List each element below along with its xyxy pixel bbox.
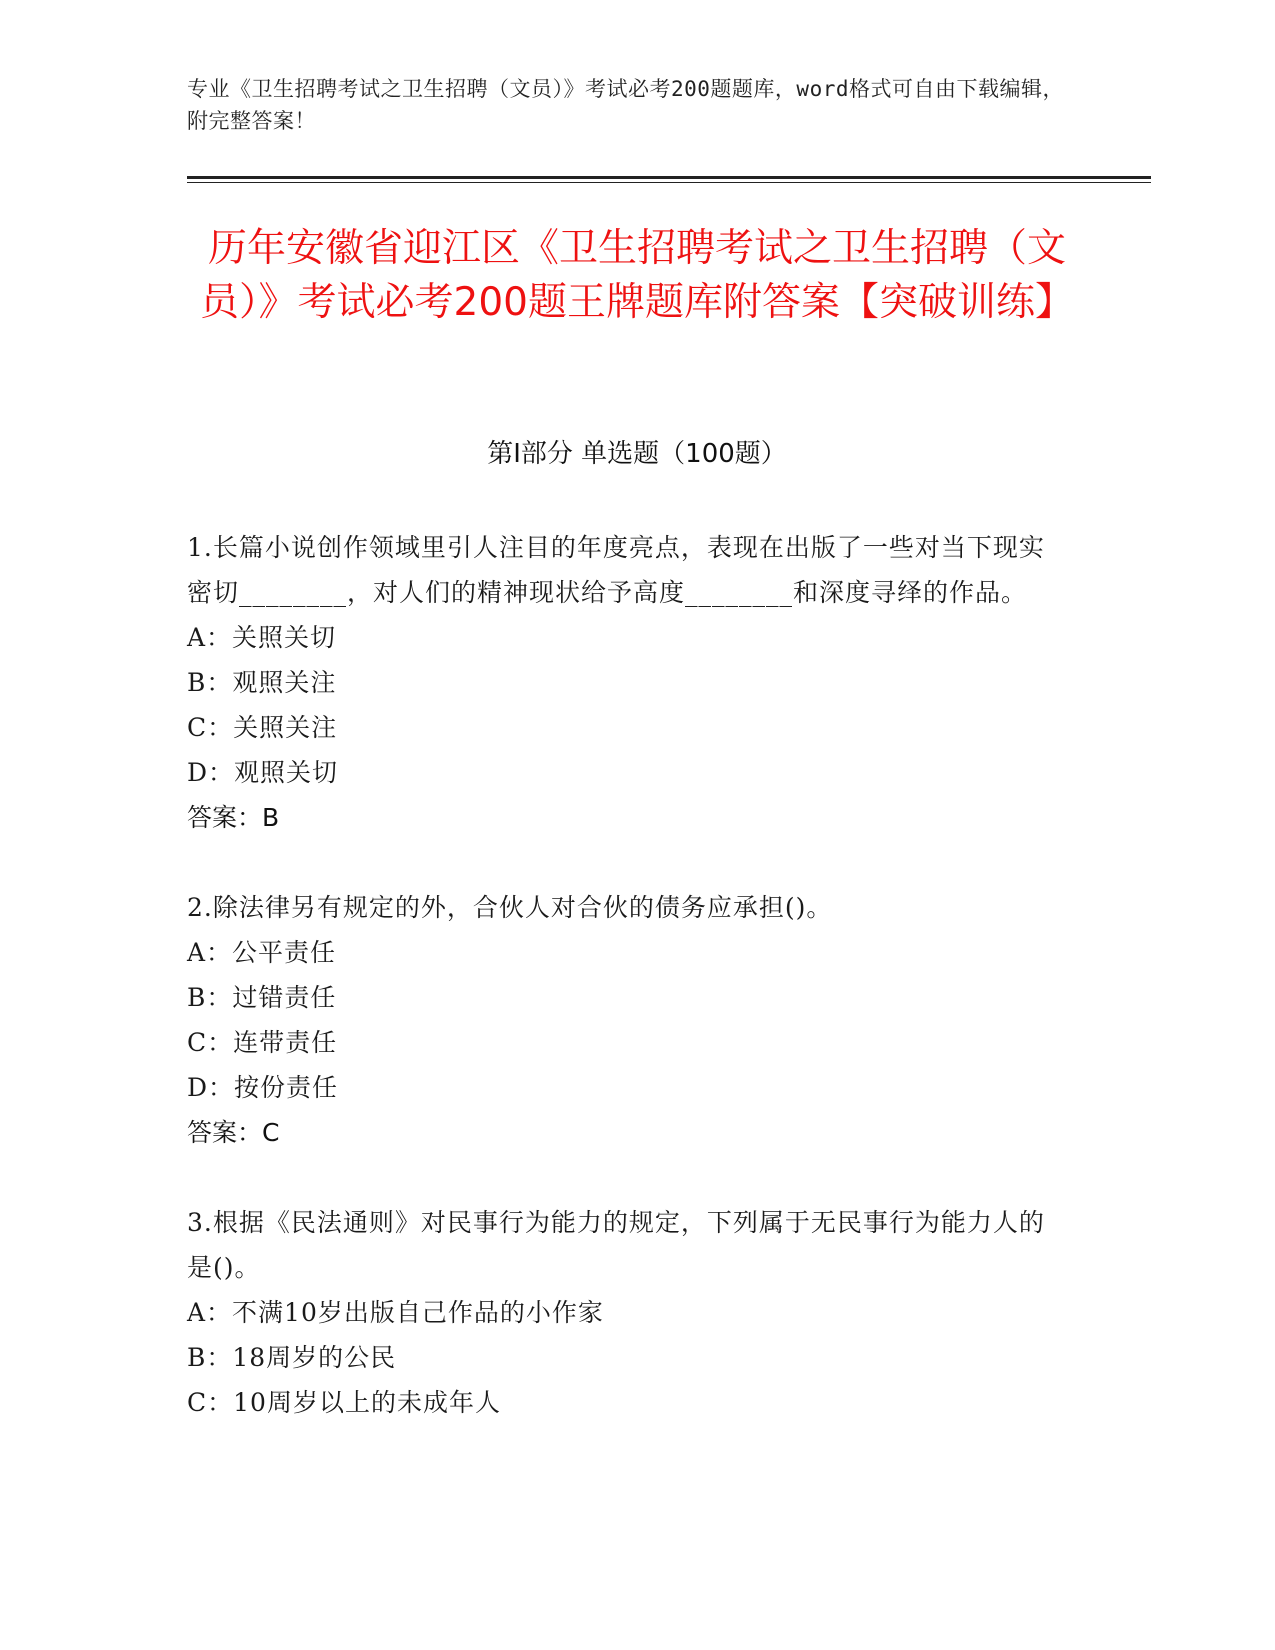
question-list (187, 525, 1067, 1470)
question-option-c: C：连带责任 (187, 1028, 338, 1057)
question-answer: 答案：C (187, 1118, 280, 1147)
header-note: 专业《卫生招聘考试之卫生招聘（文员）》考试必考200题题库，word格式可自由下载编辑，附完整答案！ (187, 77, 1064, 133)
section-heading: 第Ⅰ部分 单选题（100题） (487, 439, 787, 469)
question-stem: 3.根据《民法通则》对民事行为能力的规定，下列属于无民事行为能力人的是()。 (187, 1208, 1045, 1282)
question-option-a: A：关照关切 (187, 623, 337, 652)
question-option-b: B：18周岁的公民 (187, 1343, 397, 1372)
question-option-d: D：观照关切 (187, 758, 339, 787)
question-2 (187, 885, 1067, 1155)
question-option-c: C：关照关注 (187, 713, 338, 742)
question-stem: 2.除法律另有规定的外，合伙人对合伙的债务应承担()。 (187, 893, 833, 922)
question-option-c: C：10周岁以上的未成年人 (187, 1388, 501, 1417)
question-option-a: A：公平责任 (187, 938, 337, 967)
question-stem: 1.长篇小说创作领域里引人注目的年度亮点，表现在出版了一些对当下现实密切________，对人们的精神现状给予高度________和深度寻绎的作品。 (187, 533, 1045, 607)
header-divider-thick (187, 176, 1151, 179)
question-answer: 答案：B (187, 803, 280, 832)
question-option-b: B：观照关注 (187, 668, 337, 697)
header-divider-thin (187, 182, 1151, 183)
question-option-b: B：过错责任 (187, 983, 337, 1012)
question-option-a: A：不满10岁出版自己作品的小作家 (187, 1298, 604, 1327)
question-1 (187, 525, 1067, 840)
question-3 (187, 1200, 1067, 1425)
document-title: 历年安徽省迎江区《卫生招聘考试之卫生招聘（文员）》考试必考200题王牌题库附答案【突破训练】 (200, 226, 1074, 325)
question-option-d: D：按份责任 (187, 1073, 339, 1102)
